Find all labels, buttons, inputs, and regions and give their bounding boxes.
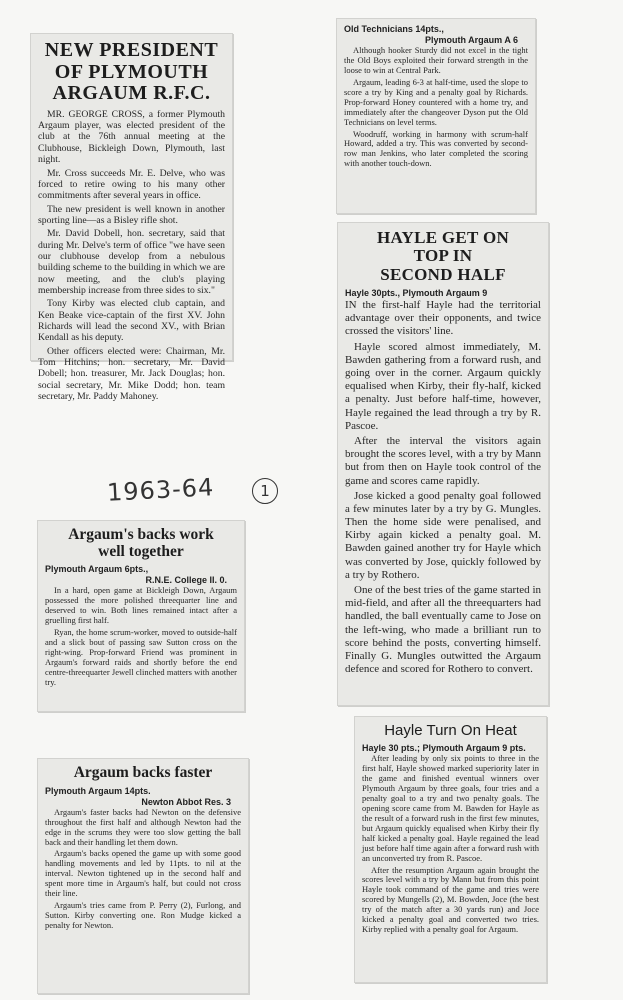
- paragraph: After leading by only six points to three in the first half, Hayle showed marked superiority later in the game and finished eventual winners over Plymouth Argaum by three goals, four tries and a penalty goal to a try and two penalty goals. The opening score came from M. Bawden for Hayle as the result of a forward rush in the first few minutes, but Argaum quickly equalised when Kirby their fly half kicked a penalty goal. Hayle regained the lead just before half time again after a forward rush with an unconverted try from R. Pascoe.: [362, 753, 539, 863]
- article-hayle-turn-on-heat: [354, 716, 547, 983]
- handwritten-season-note: 1963-64: [106, 473, 215, 507]
- paragraph: Woodruff, working in harmony with scrum-half Howard, added a try. This was converted by second-row man Jenkins, who later completed the scoring with another touch-down.: [344, 128, 528, 169]
- paragraph: Although hooker Sturdy did not excel in the tight the Old Boys exploited their forward strength in the loose to win at Central Park.: [344, 45, 528, 75]
- score-line: Plymouth Argaum 6pts.,: [45, 564, 149, 575]
- headline-line: OF PLYMOUTH: [54, 60, 209, 83]
- paragraph: MR. GEORGE CROSS, a former Plymouth Argaum player, was elected president of the club at the 76th annual meeting at the Clubhouse, Bickleigh Down, Plymouth, last night.: [38, 108, 225, 166]
- headline: [38, 40, 225, 105]
- headline: Argaum backs faster: [73, 764, 213, 781]
- headline-line: SECOND HALF: [380, 264, 506, 284]
- paragraph: Argaum's faster backs had Newton on the defensive throughout the first half and although Newton had the edge in the scrums they were too slow getting the ball back and their handling let them down.: [45, 806, 241, 847]
- paragraph: Argaum's tries came from P. Perry (2), Furlong, and Sutton. Kirby converting one. Ron Mudge kicked a penalty for Newton.: [45, 900, 241, 931]
- article-new-president: [30, 33, 233, 403]
- paragraph: After the interval the visitors again brought the scores level, with a try by Mann but from then on Hayle took control of the game and scores came rapidly.: [345, 434, 541, 487]
- headline: [345, 229, 541, 284]
- paragraph: Jose kicked a good penalty goal followed a few minutes later by a try by G. Mungles. Then the home side were penalised, and Kirby again kicked a penalty goal. M. Bawden gained another try for Hayle which was converted by Jose, quickly followed by a try by Rothero.: [345, 489, 541, 581]
- headline-line: Argaum's backs work: [68, 526, 214, 543]
- paragraph: Argaum's backs opened the game up with some good handling movements and led by 11pts. to nil at the interval. Newton tightened up in the second half and spent more time in Argaum's half, but could not cross their line.: [45, 848, 241, 899]
- paragraph: After the resumption Argaum again brought the scores level with a try by Mann but from this point Hayle took command of the game and tries were scored by Mungells (2), M. Bowden, Joce (the best try of the match after a 30 yards run) and Joce kicked a penalty goal and converted two tries. Kirby replied with a penalty goal for Argaum.: [362, 864, 539, 935]
- headline-line: HAYLE GET ON: [376, 228, 510, 247]
- circled-page-number: 1: [252, 478, 278, 504]
- paragraph: Tony Kirby was elected club captain, and Ken Beake vice-captain of the first XV. John Richards will lead the second XV., with Brian Kendall as his deputy.: [38, 298, 225, 344]
- headline-line: TOP IN: [413, 246, 473, 266]
- headline: Hayle Turn On Heat: [384, 722, 517, 739]
- score-line: Old Technicians 14pts.,: [344, 24, 444, 34]
- paragraph: Mr. David Dobell, hon. secretary, said that during Mr. Delve's term of office "we have seen our clubhouse develop from a nebulous building scheme to the building in which we are now meeting, and the club's playing membership increase from three sides to six.": [38, 228, 225, 296]
- paragraph: Argaum, leading 6-3 at half-time, used the slope to score a try by King and a penalty goal by Richards. Prop-forward Honey countered with a home try, and immediately after the changeover Dyson put the Old Technicians on level terms.: [344, 76, 528, 127]
- paragraph: The new president is well known in another sporting line—as a Bisley rifle shot.: [38, 203, 225, 226]
- paragraph: Ryan, the home scrum-worker, moved to outside-half and a slick bout of passing saw Sutton cross on the right-wing. Prop-forward Friend was prominent in Argaum's forward raids and shortly before the end centre-threequarter Jewell clinched matters with another try.: [45, 627, 237, 687]
- score-line: Hayle 30 pts.; Plymouth Argaum 9 pts.: [362, 743, 526, 754]
- score-line: Plymouth Argaum 14pts.: [45, 785, 151, 796]
- paragraph: Other officers elected were: Chairman, Mr. Tom Hitchins; hon. secretary, Mr. David Dobell; hon. treasurer, Mr. Jack Douglas; hon. social secretary, Mr. Mike Dodd; hon. team secretary, Mr. Paddy Mahoney.: [38, 345, 225, 403]
- paragraph: IN the first-half Hayle had the territorial advantage over their opponents, and twice crossed the visitors' line.: [345, 299, 541, 338]
- headline-line: well together: [98, 542, 184, 560]
- paragraph: Mr. Cross succeeds Mr. E. Delve, who was forced to retire owing to his many other commitments after several years in office.: [38, 167, 225, 202]
- score-line: Newton Abbot Res. 3: [141, 796, 231, 807]
- article-backs-work-together: [37, 520, 245, 712]
- paragraph: One of the best tries of the game started in mid-field, and after all the threequarters had handled, the ball eventually came to Jose on the left-wing, who made a brilliant run to score behind the posts, converting himself. Finally G. Mungles outwitted the Argaum defence and scored for Rothero to convert.: [345, 584, 541, 676]
- score-line: Hayle 30pts., Plymouth Argaum 9: [345, 288, 488, 299]
- article-backs-faster: [37, 758, 249, 994]
- headline-line: ARGAUM R.F.C.: [52, 82, 211, 105]
- score-line: Plymouth Argaum A 6: [424, 35, 518, 45]
- headline-line: NEW PRESIDENT: [44, 39, 219, 61]
- score-line: R.N.E. College II. 0.: [145, 575, 227, 586]
- paragraph: Hayle scored almost immediately, M. Bawden gathering from a forward rush, and going over in the corner. Argaum quickly equalised when Kirby, their fly-half, kicked a penalty. Just before half-time, however, Hayle regained the lead through a try by R. Pascoe.: [345, 340, 541, 432]
- article-old-technicians: [336, 18, 536, 214]
- headline: [45, 527, 237, 560]
- article-hayle-second-half: [337, 222, 549, 706]
- paragraph: In a hard, open game at Bickleigh Down, Argaum possessed the more polished threequarter line and deserved to win. Both lines remained intact after a gruelling first half.: [45, 585, 237, 626]
